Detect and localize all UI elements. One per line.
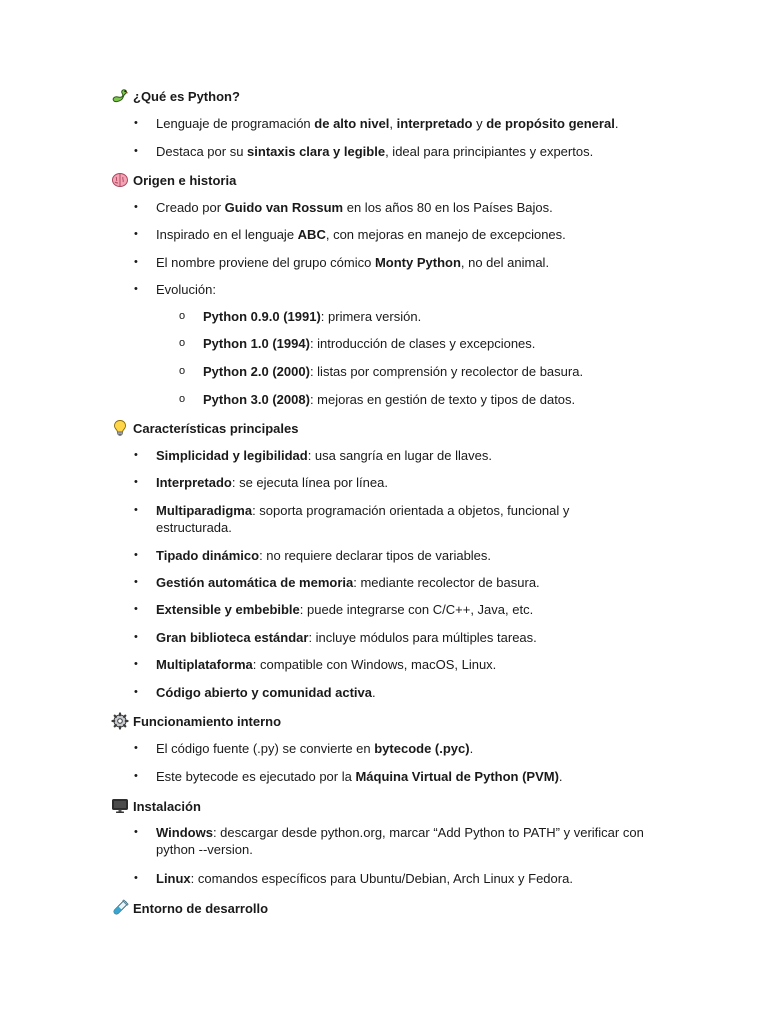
list-item	[134, 656, 646, 673]
bullet-icon: •	[134, 504, 138, 516]
list-item	[134, 601, 646, 618]
text-run: : usa sangría en lugar de llaves.	[307, 448, 492, 463]
list-item-text	[156, 741, 473, 756]
section-title: Instalación	[133, 798, 201, 814]
circle-bullet-icon: o	[179, 310, 186, 322]
bold-text: Extensible y embebible	[156, 602, 300, 617]
bullet-icon: •	[134, 576, 138, 588]
bold-text: Gran biblioteca estándar	[156, 630, 309, 645]
sub-list-item	[179, 391, 643, 408]
list-item-text	[203, 309, 421, 324]
list-item-text	[156, 685, 376, 700]
text-run: El código fuente (.py) se convierte en	[156, 741, 375, 756]
list-item-text	[156, 630, 537, 645]
list-item-text	[156, 503, 569, 535]
list-item-text	[156, 548, 491, 563]
list-item	[134, 502, 646, 536]
list-item-text	[156, 825, 644, 857]
text-run: .	[614, 116, 619, 131]
bold-text: Multiparadigma	[156, 503, 253, 518]
section-title: Origen e historia	[133, 172, 237, 188]
text-run: : mejoras en gestión de texto y tipos de datos.	[309, 392, 576, 407]
list-item	[134, 870, 646, 887]
text-run: : mediante recolector de basura.	[353, 575, 540, 590]
text-run: .	[469, 741, 474, 756]
bullet-icon: •	[134, 228, 138, 240]
bold-text: Linux	[156, 871, 191, 886]
bullet-icon: •	[134, 145, 138, 157]
list-item-text	[203, 336, 535, 351]
bullet-icon: •	[134, 742, 138, 754]
list-item	[134, 547, 646, 564]
bold-text: Python 2.0 (2000)	[203, 364, 310, 379]
text-run: Este bytecode es ejecutado por la	[156, 769, 356, 784]
text-run: y	[472, 116, 487, 131]
circle-bullet-icon: o	[179, 393, 186, 405]
bold-text: de alto nivel	[314, 116, 390, 131]
lightbulb-icon	[111, 419, 129, 437]
section-heading-que-es-python	[111, 87, 240, 105]
text-run: : soporta programación orientada a objetos, funcional y estructurada.	[156, 503, 570, 535]
list-item	[134, 115, 646, 132]
bullet-icon: •	[134, 549, 138, 561]
bold-text: Monty Python	[374, 255, 461, 270]
snake-icon	[111, 87, 129, 105]
list-item-text	[156, 255, 549, 270]
bold-text: Tipado dinámico	[156, 548, 260, 563]
list-item-text	[156, 575, 540, 590]
list-item	[134, 824, 646, 858]
list-item-text	[156, 448, 492, 463]
gear-icon	[111, 712, 129, 730]
section-title: Características principales	[133, 420, 299, 436]
section-heading-origen-historia	[111, 171, 236, 189]
section-heading-funcionamiento	[111, 712, 281, 730]
text-run: : descargar desde python.org, marcar “Add Python to PATH” y verificar con python --version.	[156, 825, 644, 857]
bullet-icon: •	[134, 872, 138, 884]
text-run: Creado por	[156, 200, 225, 215]
text-run: Evolución:	[156, 282, 216, 297]
sub-list-item	[179, 308, 643, 325]
section-heading-entorno	[111, 899, 268, 917]
text-run: : primera versión.	[320, 309, 422, 324]
list-item	[134, 199, 646, 216]
list-item-text	[156, 116, 618, 131]
text-run: : introducción de clases y excepciones.	[309, 336, 536, 351]
bold-text: Interpretado	[156, 475, 232, 490]
list-item-text	[156, 144, 593, 159]
bold-text: Código abierto y comunidad activa	[156, 685, 372, 700]
bullet-icon: •	[134, 826, 138, 838]
bullet-icon: •	[134, 201, 138, 213]
list-item	[134, 447, 646, 464]
bold-text: Guido van Rossum	[224, 200, 344, 215]
section-title: Entorno de desarrollo	[133, 900, 269, 916]
list-item	[134, 629, 646, 646]
bold-text: interpretado	[396, 116, 473, 131]
text-run: : incluye módulos para múltiples tareas.	[308, 630, 537, 645]
bold-text: Máquina Virtual de Python (PVM)	[355, 769, 559, 784]
sub-list-item	[179, 363, 643, 380]
list-item	[134, 254, 646, 271]
sub-list-item	[179, 335, 643, 352]
text-run: : no requiere declarar tipos de variables.	[259, 548, 492, 563]
section-heading-caracteristicas	[111, 419, 298, 437]
list-item	[134, 143, 646, 160]
bullet-icon: •	[134, 117, 138, 129]
section-heading-instalacion	[111, 797, 201, 815]
text-run: Inspirado en el lenguaje	[156, 227, 298, 242]
bullet-icon: •	[134, 449, 138, 461]
text-run: El nombre proviene del grupo cómico	[156, 255, 375, 270]
text-run: ,	[389, 116, 397, 131]
list-item-text	[156, 871, 573, 886]
bold-text: Windows	[156, 825, 213, 840]
brain-icon	[111, 171, 129, 189]
bullet-icon: •	[134, 631, 138, 643]
text-run: , con mejoras en manejo de excepciones.	[325, 227, 566, 242]
list-item-text	[156, 657, 496, 672]
text-run: : compatible con Windows, macOS, Linux.	[252, 657, 497, 672]
list-item	[134, 684, 646, 701]
bullet-icon: •	[134, 256, 138, 268]
bullet-icon: •	[134, 283, 138, 295]
bold-text: Python 0.9.0 (1991)	[203, 309, 321, 324]
list-item-text	[156, 769, 563, 784]
list-item-text	[156, 282, 216, 297]
text-run: : puede integrarse con C/C++, Java, etc.	[299, 602, 534, 617]
computer-monitor-icon	[111, 797, 129, 815]
circle-bullet-icon: o	[179, 337, 186, 349]
list-item	[134, 574, 646, 591]
list-item-text	[156, 475, 388, 490]
list-item	[134, 281, 646, 298]
list-item-text	[156, 602, 533, 617]
bold-text: de propósito general	[486, 116, 615, 131]
text-run: : comandos específicos para Ubuntu/Debian, Arch Linux y Fedora.	[190, 871, 573, 886]
text-run: .	[558, 769, 563, 784]
bullet-icon: •	[134, 476, 138, 488]
list-item-text	[156, 227, 566, 242]
text-run: Lenguaje de programación	[156, 116, 315, 131]
section-title: ¿Qué es Python?	[133, 88, 240, 104]
section-title: Funcionamiento interno	[133, 713, 282, 729]
text-run: : se ejecuta línea por línea.	[231, 475, 388, 490]
list-item	[134, 474, 646, 491]
bold-text: bytecode (.pyc)	[374, 741, 470, 756]
bold-text: sintaxis clara y legible	[247, 144, 386, 159]
list-item-text	[203, 392, 575, 407]
bullet-icon: •	[134, 658, 138, 670]
list-item	[134, 768, 646, 785]
text-run: : listas por comprensión y recolector de basura.	[309, 364, 584, 379]
bold-text: Python 3.0 (2008)	[203, 392, 310, 407]
list-item-text	[203, 364, 583, 379]
list-item-text	[156, 200, 553, 215]
bullet-icon: •	[134, 686, 138, 698]
bold-text: Gestión automática de memoria	[156, 575, 354, 590]
circle-bullet-icon: o	[179, 365, 186, 377]
bold-text: Simplicidad y legibilidad	[156, 448, 308, 463]
list-item	[134, 226, 646, 243]
test-tube-icon	[111, 899, 129, 917]
text-run: , ideal para principiantes y expertos.	[385, 144, 594, 159]
bold-text: Multiplataforma	[156, 657, 253, 672]
text-run: Destaca por su	[156, 144, 248, 159]
bold-text: ABC	[297, 227, 326, 242]
bold-text: Python 1.0 (1994)	[203, 336, 310, 351]
text-run: , no del animal.	[460, 255, 550, 270]
text-run: en los años 80 en los Países Bajos.	[343, 200, 553, 215]
text-run: .	[371, 685, 376, 700]
bullet-icon: •	[134, 603, 138, 615]
bullet-icon: •	[134, 770, 138, 782]
list-item	[134, 740, 646, 757]
